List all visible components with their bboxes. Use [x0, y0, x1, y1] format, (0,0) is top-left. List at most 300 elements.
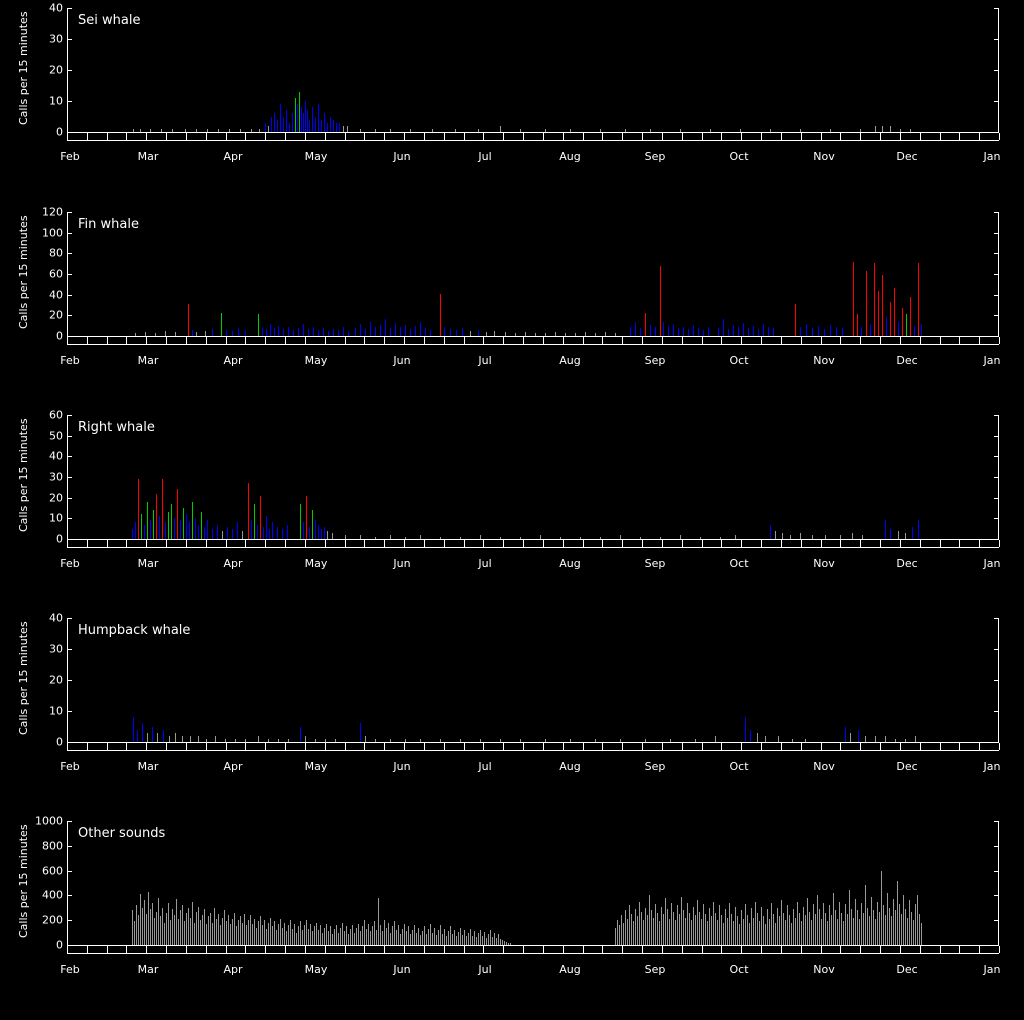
- bar: [793, 909, 794, 945]
- x-tick-label: Aug: [559, 963, 581, 976]
- bar: [395, 323, 396, 336]
- bar: [647, 915, 648, 945]
- bar: [290, 920, 291, 945]
- bar: [336, 123, 337, 132]
- bar: [731, 914, 732, 945]
- bar: [180, 520, 181, 539]
- bar: [168, 512, 169, 539]
- bar: [723, 923, 724, 945]
- x-tick: [146, 133, 147, 140]
- bar: [280, 919, 281, 945]
- bar: [246, 925, 247, 945]
- bar: [917, 895, 918, 945]
- bar: [708, 327, 709, 336]
- x-tick: [483, 743, 484, 750]
- bar: [134, 921, 135, 945]
- bar: [875, 919, 876, 945]
- x-tick-label: Apr: [223, 354, 243, 367]
- bar: [301, 107, 302, 132]
- bar: [410, 934, 411, 945]
- bar: [895, 910, 896, 945]
- x-tick: [642, 946, 643, 953]
- bar: [703, 904, 704, 945]
- x-tick-label: Oct: [729, 354, 749, 367]
- bar: [198, 525, 199, 539]
- bar: [718, 328, 719, 336]
- x-tick: [265, 743, 266, 750]
- x-tick: [642, 133, 643, 140]
- bar: [266, 929, 267, 945]
- bar: [312, 107, 313, 132]
- bar: [343, 327, 344, 336]
- bar: [921, 923, 922, 945]
- bar: [375, 327, 376, 336]
- bar: [164, 923, 165, 945]
- bar: [318, 930, 319, 945]
- bar: [667, 909, 668, 945]
- bar: [723, 319, 724, 336]
- bar: [490, 930, 491, 945]
- x-tick: [543, 946, 544, 953]
- bar: [687, 903, 688, 945]
- bar: [759, 921, 760, 945]
- bar: [278, 924, 279, 945]
- bar: [214, 908, 215, 945]
- bar: [446, 936, 447, 945]
- bar: [870, 324, 871, 336]
- x-tick: [860, 946, 861, 953]
- bar: [763, 324, 764, 336]
- bar: [410, 329, 411, 336]
- x-tick: [741, 743, 742, 750]
- x-tick: [622, 946, 623, 953]
- x-tick-label: Dec: [896, 963, 918, 976]
- x-axis-band: [67, 539, 999, 548]
- bar: [665, 898, 666, 945]
- bar: [705, 914, 706, 945]
- x-tick: [920, 540, 921, 547]
- bar: [222, 531, 223, 539]
- bar: [396, 930, 397, 945]
- x-tick-label: Apr: [223, 150, 243, 163]
- bar: [707, 921, 708, 945]
- bar: [174, 915, 175, 945]
- x-tick-label: Mar: [137, 963, 159, 976]
- y-tick: [67, 8, 72, 9]
- bar: [474, 931, 475, 945]
- bar: [460, 928, 461, 945]
- bar: [865, 885, 866, 945]
- bar: [630, 327, 631, 336]
- bar: [292, 113, 293, 132]
- x-tick: [146, 743, 147, 750]
- x-tick: [523, 540, 524, 547]
- bar: [364, 920, 365, 945]
- bar: [751, 908, 752, 945]
- x-tick: [959, 337, 960, 344]
- x-tick: [523, 946, 524, 953]
- bar: [657, 913, 658, 945]
- bar: [272, 926, 273, 945]
- y-tick-label: 60: [49, 408, 63, 422]
- bar: [137, 730, 138, 742]
- y-tick: [67, 871, 72, 872]
- x-tick: [226, 743, 227, 750]
- x-tick: [602, 946, 603, 953]
- x-tick: [583, 337, 584, 344]
- y-tick-right: [994, 895, 999, 896]
- bar: [208, 916, 209, 945]
- x-tick: [146, 337, 147, 344]
- y-axis-label: Calls per 15 minutes: [17, 621, 30, 735]
- x-tick: [959, 540, 960, 547]
- x-tick: [325, 743, 326, 750]
- bar: [374, 921, 375, 945]
- x-tick: [900, 743, 901, 750]
- y-tick-label: 30: [49, 470, 63, 484]
- bar: [296, 933, 297, 945]
- bar: [809, 912, 810, 945]
- x-tick: [107, 743, 108, 750]
- bar: [303, 522, 304, 539]
- x-tick: [642, 337, 643, 344]
- bar: [879, 912, 880, 945]
- bar: [861, 327, 862, 336]
- y-tick-label: 0: [56, 735, 63, 749]
- x-axis-band: [67, 945, 999, 954]
- bar: [663, 914, 664, 945]
- bar: [294, 924, 295, 945]
- x-tick: [563, 337, 564, 344]
- bar: [818, 326, 819, 336]
- bar: [189, 522, 190, 539]
- bar: [232, 529, 233, 539]
- bar: [307, 110, 308, 132]
- x-tick-label: Dec: [896, 557, 918, 570]
- x-tick-label: Nov: [813, 760, 835, 773]
- bar: [288, 925, 289, 945]
- x-tick: [265, 540, 266, 547]
- bar: [835, 910, 836, 945]
- x-tick: [345, 337, 346, 344]
- bar: [362, 926, 363, 945]
- bar: [256, 928, 257, 945]
- bar: [153, 510, 154, 539]
- bar: [228, 915, 229, 945]
- bar: [480, 930, 481, 946]
- bar: [157, 733, 158, 742]
- bar: [902, 308, 903, 336]
- x-tick: [662, 743, 663, 750]
- bar: [711, 916, 712, 945]
- bar: [641, 912, 642, 945]
- bar: [152, 903, 153, 945]
- y-tick-label: 40: [49, 1, 63, 15]
- y-tick-label: 80: [49, 246, 63, 260]
- bar: [224, 910, 225, 945]
- x-tick: [900, 540, 901, 547]
- bar: [240, 916, 241, 945]
- x-tick: [781, 133, 782, 140]
- bar: [265, 123, 266, 132]
- bar: [274, 921, 275, 945]
- bar: [272, 522, 273, 539]
- x-tick-label: Mar: [137, 150, 159, 163]
- bar: [761, 907, 762, 945]
- x-tick: [602, 743, 603, 750]
- bar: [236, 926, 237, 945]
- bar: [466, 936, 467, 945]
- y-tick-label: 600: [42, 864, 63, 878]
- bar: [356, 928, 357, 945]
- bar: [360, 931, 361, 945]
- x-tick-label: Nov: [813, 963, 835, 976]
- bar: [765, 924, 766, 945]
- bar: [142, 723, 143, 742]
- bar: [344, 931, 345, 945]
- x-tick: [979, 337, 980, 344]
- bar: [743, 919, 744, 945]
- x-tick: [444, 540, 445, 547]
- x-tick: [920, 337, 921, 344]
- x-tick: [67, 133, 68, 140]
- bar: [482, 936, 483, 945]
- x-tick-label: Nov: [813, 150, 835, 163]
- x-tick: [424, 337, 425, 344]
- bar: [883, 905, 884, 945]
- y-tick-right: [994, 253, 999, 254]
- bar: [370, 931, 371, 945]
- bar: [913, 920, 914, 945]
- bar: [295, 98, 296, 132]
- x-tick: [364, 743, 365, 750]
- bar: [750, 730, 751, 742]
- y-tick-label: 200: [42, 913, 63, 927]
- bar: [165, 522, 166, 539]
- bar: [380, 325, 381, 336]
- bar: [188, 304, 189, 336]
- bar: [254, 919, 255, 945]
- bar: [889, 908, 890, 945]
- bar: [237, 522, 238, 539]
- bar: [693, 325, 694, 336]
- bar: [805, 915, 806, 945]
- x-tick: [801, 743, 802, 750]
- bar: [842, 328, 843, 336]
- bar: [438, 930, 439, 945]
- x-tick: [920, 743, 921, 750]
- bar: [655, 904, 656, 945]
- bar: [887, 893, 888, 945]
- x-tick: [781, 946, 782, 953]
- x-tick: [940, 743, 941, 750]
- bar: [698, 328, 699, 336]
- x-tick-label: Jan: [983, 760, 1001, 773]
- x-tick: [761, 743, 762, 750]
- x-tick: [107, 337, 108, 344]
- bar: [673, 912, 674, 945]
- x-tick: [424, 540, 425, 547]
- bar: [404, 924, 405, 945]
- x-tick: [721, 743, 722, 750]
- x-tick: [543, 133, 544, 140]
- bar: [422, 931, 423, 945]
- bar: [212, 923, 213, 945]
- y-tick: [67, 70, 72, 71]
- x-tick-label: Feb: [60, 760, 80, 773]
- bar: [162, 908, 163, 945]
- x-tick: [523, 743, 524, 750]
- x-tick: [305, 946, 306, 953]
- bar: [678, 328, 679, 336]
- bar: [899, 904, 900, 945]
- x-tick: [87, 743, 88, 750]
- bar: [385, 319, 386, 336]
- x-tick: [483, 946, 484, 953]
- x-tick: [404, 946, 405, 953]
- x-tick: [384, 540, 385, 547]
- bar: [248, 483, 249, 539]
- x-tick-label: Aug: [559, 150, 581, 163]
- x-tick: [166, 133, 167, 140]
- x-tick: [87, 540, 88, 547]
- bar: [376, 930, 377, 945]
- bar: [360, 324, 361, 336]
- x-tick: [959, 133, 960, 140]
- x-tick: [523, 337, 524, 344]
- bar: [372, 926, 373, 945]
- y-tick-label: 10: [49, 704, 63, 718]
- y-tick-right: [994, 711, 999, 712]
- x-tick: [543, 743, 544, 750]
- y-tick-right: [994, 456, 999, 457]
- x-tick: [186, 743, 187, 750]
- bar: [637, 916, 638, 945]
- bar: [268, 923, 269, 945]
- bar: [661, 907, 662, 945]
- x-tick-label: Mar: [137, 760, 159, 773]
- y-tick: [67, 821, 72, 822]
- bar: [274, 328, 275, 336]
- y-tick-right: [994, 274, 999, 275]
- panel-title: Fin whale: [78, 217, 139, 232]
- x-tick: [444, 743, 445, 750]
- bar: [258, 921, 259, 945]
- y-tick-right: [994, 498, 999, 499]
- bar: [333, 120, 334, 132]
- bar: [277, 527, 278, 539]
- y-tick-label: 10: [49, 511, 63, 525]
- x-tick: [682, 743, 683, 750]
- bar: [271, 117, 272, 133]
- bar: [829, 905, 830, 945]
- x-tick: [166, 743, 167, 750]
- bar: [799, 913, 800, 945]
- bar: [914, 326, 915, 336]
- bar: [819, 909, 820, 945]
- bar: [154, 918, 155, 945]
- x-tick: [860, 743, 861, 750]
- bar: [837, 919, 838, 945]
- bar: [328, 931, 329, 945]
- x-tick: [801, 133, 802, 140]
- y-tick-right: [994, 295, 999, 296]
- plot-area-4: [67, 821, 999, 945]
- x-tick: [126, 337, 127, 344]
- bar: [297, 104, 298, 132]
- x-tick: [226, 946, 227, 953]
- bar: [815, 914, 816, 945]
- bar: [174, 518, 175, 539]
- bar: [168, 903, 169, 945]
- y-tick-label: 30: [49, 642, 63, 656]
- x-tick: [384, 337, 385, 344]
- bar: [847, 914, 848, 945]
- bar: [440, 925, 441, 945]
- bar: [221, 313, 222, 336]
- bar: [649, 895, 650, 945]
- bar: [318, 525, 319, 539]
- bar: [850, 733, 851, 742]
- bar: [320, 925, 321, 945]
- bar: [220, 925, 221, 945]
- bar: [323, 328, 324, 336]
- bar: [787, 905, 788, 945]
- x-tick-label: Jun: [393, 963, 411, 976]
- x-tick: [67, 743, 68, 750]
- x-tick: [721, 540, 722, 547]
- bar: [639, 902, 640, 945]
- x-tick: [265, 337, 266, 344]
- chart-panel-4: [0, 821, 1024, 1005]
- bar: [150, 520, 151, 539]
- bar: [721, 915, 722, 945]
- x-tick: [186, 946, 187, 953]
- x-tick: [840, 946, 841, 953]
- y-tick-right: [994, 920, 999, 921]
- bar: [340, 928, 341, 945]
- y-tick-right: [994, 618, 999, 619]
- x-tick: [563, 946, 564, 953]
- bar: [697, 900, 698, 945]
- bar: [378, 898, 379, 945]
- bar: [321, 120, 322, 132]
- bar: [486, 938, 487, 945]
- bar: [198, 907, 199, 945]
- x-tick: [543, 540, 544, 547]
- bar: [280, 104, 281, 132]
- bar: [450, 329, 451, 336]
- x-tick: [940, 540, 941, 547]
- x-tick-label: Jun: [393, 150, 411, 163]
- bar: [428, 929, 429, 945]
- bar: [729, 903, 730, 945]
- y-tick: [67, 518, 72, 519]
- x-tick: [126, 133, 127, 140]
- bar: [338, 933, 339, 945]
- x-tick: [444, 946, 445, 953]
- y-tick-right: [994, 477, 999, 478]
- bar: [430, 924, 431, 945]
- y-axis-label: Calls per 15 minutes: [17, 11, 30, 125]
- x-tick-label: Oct: [729, 150, 749, 163]
- y-tick: [67, 711, 72, 712]
- bar: [212, 529, 213, 539]
- bar: [919, 914, 920, 945]
- bar: [893, 899, 894, 945]
- bar: [885, 520, 886, 539]
- bar: [440, 294, 441, 336]
